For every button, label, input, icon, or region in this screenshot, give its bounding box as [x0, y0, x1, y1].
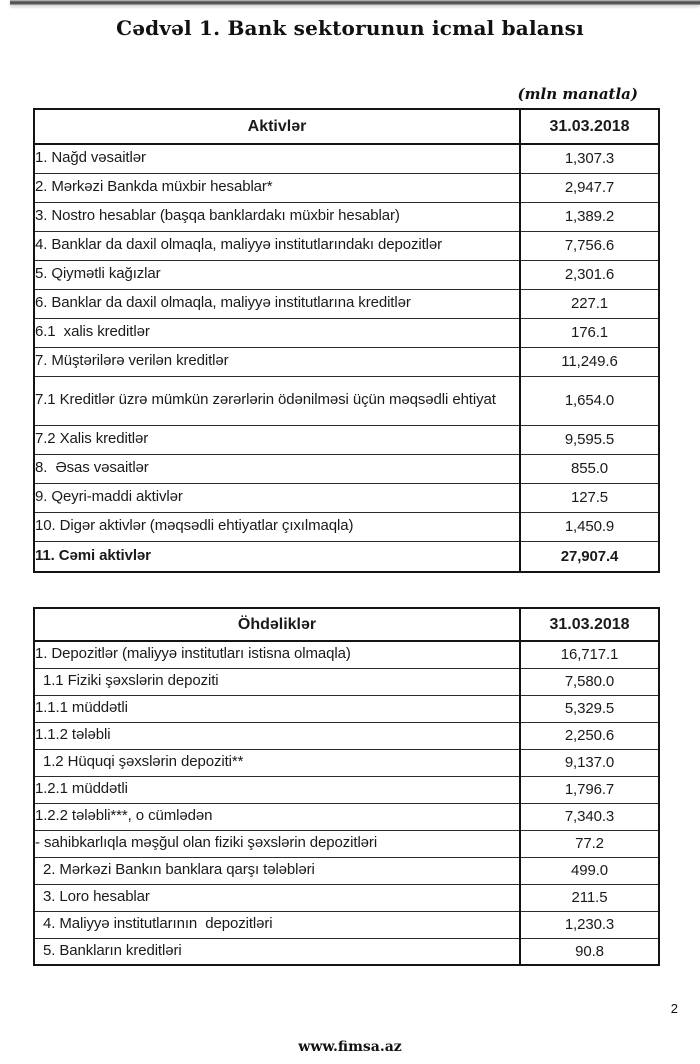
row-label-cell: 1.1 Fiziki şəxslərin depoziti [34, 668, 520, 695]
row-label-cell: 1. Depozitlər (maliyyə institutları istisna olmaqla) [34, 641, 520, 668]
row-value-cell: 2,250.6 [520, 722, 659, 749]
row-value-cell: 90.8 [520, 938, 659, 965]
row-label-cell: 1.1.1 müddətli [34, 695, 520, 722]
row-value-cell: 27,907.4 [520, 541, 659, 572]
table-row [34, 668, 659, 695]
row-value-cell: 1,389.2 [520, 202, 659, 231]
row-value-cell: 855.0 [520, 454, 659, 483]
unit-note: (mln manatla) [517, 85, 638, 103]
row-label-cell: 6. Banklar da daxil olmaqla, maliyyə institutlarına kreditlər [34, 289, 520, 318]
table-row [34, 289, 659, 318]
liabilities-header-label: Öhdəliklər [34, 608, 520, 641]
row-label-cell: 6.1 xalis kreditlər [34, 318, 520, 347]
row-label-cell: 3. Nostro hesablar (başqa banklardakı müxbir hesablar) [34, 202, 520, 231]
row-label-cell: 9. Qeyri-maddi aktivlər [34, 483, 520, 512]
row-value-cell: 7,340.3 [520, 803, 659, 830]
row-value-cell: 176.1 [520, 318, 659, 347]
row-value-cell: 127.5 [520, 483, 659, 512]
table-row [34, 776, 659, 803]
row-value-cell: 1,307.3 [520, 144, 659, 173]
table-row [34, 260, 659, 289]
row-value-cell: 2,301.6 [520, 260, 659, 289]
table-row [34, 144, 659, 173]
row-value-cell: 9,137.0 [520, 749, 659, 776]
row-value-cell: 7,580.0 [520, 668, 659, 695]
assets-table [33, 108, 660, 573]
row-value-cell: 1,654.0 [520, 376, 659, 425]
footer-url: www.fimsa.az [298, 1039, 402, 1055]
table-row [34, 483, 659, 512]
row-value-cell: 227.1 [520, 289, 659, 318]
liabilities-table [33, 607, 660, 966]
row-label-cell: 8. Əsas vəsaitlər [34, 454, 520, 483]
row-label-cell: - sahibkarlıqla məşğul olan fiziki şəxslərin depozitləri [34, 830, 520, 857]
row-value-cell: 11,249.6 [520, 347, 659, 376]
row-value-cell: 2,947.7 [520, 173, 659, 202]
row-label-cell: 11. Cəmi aktivlər [34, 541, 520, 572]
table-row [34, 884, 659, 911]
table-row [34, 454, 659, 483]
row-label-cell: 1. Nağd vəsaitlər [34, 144, 520, 173]
row-label-cell: 4. Maliyyə institutlarının depozitləri [34, 911, 520, 938]
table-row [34, 231, 659, 260]
row-value-cell: 5,329.5 [520, 695, 659, 722]
row-label-cell: 1.2.1 müddətli [34, 776, 520, 803]
table-row [34, 803, 659, 830]
row-label-cell: 3. Loro hesablar [34, 884, 520, 911]
table-row [34, 938, 659, 965]
table-row [34, 425, 659, 454]
row-label-cell: 7.2 Xalis kreditlər [34, 425, 520, 454]
liabilities-table-header-row [34, 608, 659, 641]
table-row [34, 512, 659, 541]
assets-header-label: Aktivlər [34, 109, 520, 144]
row-label-cell: 7.1 Kreditlər üzrə mümkün zərərlərin ödənilməsi üçün məqsədli ehtiyat [34, 376, 520, 425]
row-label-cell: 2. Mərkəzi Bankda müxbir hesablar* [34, 173, 520, 202]
row-label-cell: 2. Mərkəzi Bankın banklara qarşı tələbləri [34, 857, 520, 884]
row-value-cell: 499.0 [520, 857, 659, 884]
row-label-cell: 5. Qiymətli kağızlar [34, 260, 520, 289]
row-label-cell: 5. Bankların kreditləri [34, 938, 520, 965]
page-title: Cədvəl 1. Bank sektorunun icmal balansı [116, 16, 584, 40]
row-label-cell: 7. Müştərilərə verilən kreditlər [34, 347, 520, 376]
table-row [34, 318, 659, 347]
table-row [34, 695, 659, 722]
row-label-cell: 10. Digər aktivlər (məqsədli ehtiyatlar çıxılmaqla) [34, 512, 520, 541]
liabilities-header-date: 31.03.2018 [520, 608, 659, 641]
row-value-cell: 1,450.9 [520, 512, 659, 541]
table-row [34, 911, 659, 938]
table-row [34, 541, 659, 572]
row-label-cell: 1.2 Hüquqi şəxslərin depoziti** [34, 749, 520, 776]
row-value-cell: 211.5 [520, 884, 659, 911]
row-value-cell: 7,756.6 [520, 231, 659, 260]
assets-table-header-row [34, 109, 659, 144]
table-row [34, 857, 659, 884]
table-row [34, 173, 659, 202]
row-value-cell: 16,717.1 [520, 641, 659, 668]
row-value-cell: 1,796.7 [520, 776, 659, 803]
row-value-cell: 77.2 [520, 830, 659, 857]
row-label-cell: 1.1.2 tələbli [34, 722, 520, 749]
row-label-cell: 1.2.2 tələbli***, o cümlədən [34, 803, 520, 830]
table-row [34, 830, 659, 857]
scanned-page-top-edge [10, 0, 700, 5]
row-label-cell: 4. Banklar da daxil olmaqla, maliyyə institutlarındakı depozitlər [34, 231, 520, 260]
row-value-cell: 1,230.3 [520, 911, 659, 938]
table-row [34, 202, 659, 231]
table-row [34, 722, 659, 749]
table-row [34, 749, 659, 776]
table-row [34, 641, 659, 668]
page-number: 2 [670, 1001, 678, 1016]
row-value-cell: 9,595.5 [520, 425, 659, 454]
table-row [34, 376, 659, 425]
table-row [34, 347, 659, 376]
assets-header-date: 31.03.2018 [520, 109, 659, 144]
